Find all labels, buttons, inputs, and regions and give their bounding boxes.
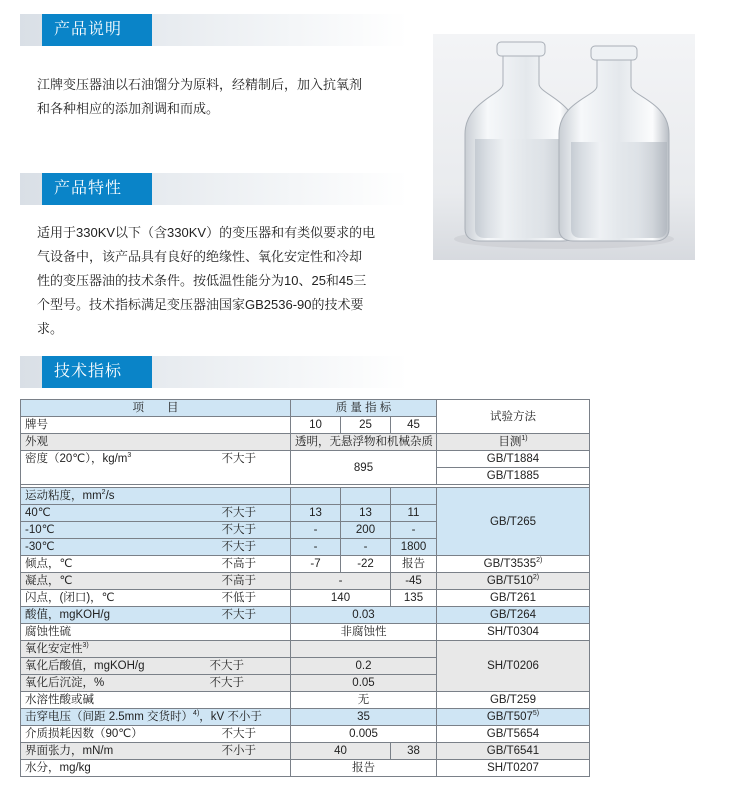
text-line: 气设备中，该产品具有良好的绝缘性、氧化安定性和冷却 — [37, 249, 363, 264]
row-label: 介质损耗因数（90℃） 不大于 — [21, 726, 291, 743]
row-label: 氧化后酸值，mgKOH/g 不大于 — [21, 658, 291, 675]
table-row: 水分，mg/kg 报告 SH/T0207 — [21, 760, 590, 777]
row-method: GB/T3535$^{2)}$ — [437, 556, 590, 573]
row-method: GB/T265 — [437, 488, 590, 556]
row-label: 外观 — [21, 434, 291, 451]
section-title: 产品特性 — [42, 173, 152, 205]
row-label: 倾点，℃ 不高于 — [21, 556, 291, 573]
row-label: -30℃ 不大于 — [21, 539, 291, 556]
product-bottles-image — [433, 34, 695, 260]
row-label: 闪点，(闭口)，℃ 不低于 — [21, 590, 291, 607]
table-row — [21, 451, 590, 468]
row-label: 水溶性酸或碱 — [21, 692, 291, 709]
table-row: 倾点，℃ 不高于 -7 -22 报告 GB/T3535$^{2)}$ — [21, 556, 590, 573]
row-label: 凝点，℃ 不高于 — [21, 573, 291, 590]
table-row: -10℃ 不大于 - 200 - — [21, 522, 590, 539]
table-row — [21, 400, 590, 417]
text-line: 性的变压器油的技术条件。按低温性能分为10、25和45三 — [37, 273, 367, 288]
section-header-desc — [20, 14, 408, 46]
table-row — [21, 488, 590, 505]
section-title: 技术指标 — [42, 356, 152, 388]
text-line: 求。 — [37, 321, 64, 336]
table-row: 击穿电压（间距 2.5mm 交货时）$^{4)}$，kV 不小于 35 GB/T507$^{5)}$ — [21, 709, 590, 726]
table-row: 凝点，℃ 不高于 - -45 GB/T510$^{2)}$ — [21, 573, 590, 590]
bottles-illustration — [433, 34, 695, 260]
features-text — [37, 221, 375, 341]
section-header-tech — [20, 356, 408, 388]
row-method: GB/T261 — [437, 590, 590, 607]
table-row: 氧化后沉淀，% 不大于 0.05 — [21, 675, 590, 692]
row-method: GB/T5654 — [437, 726, 590, 743]
row-method: GB/T507$^{5)}$ — [437, 709, 590, 726]
row-method: GB/T1885 — [437, 468, 590, 485]
table-row: 闪点，(闭口)，℃ 不低于 140 135 GB/T261 — [21, 590, 590, 607]
header-method: 试验方法 — [437, 400, 590, 434]
table-row: 酸值，mgKOH/g 不大于 0.03 GB/T264 — [21, 607, 590, 624]
text-line: 个型号。技术指标满足变压器油国家GB2536-90的技术要 — [37, 297, 364, 312]
grade-10: 10 — [291, 417, 341, 434]
row-value: 透明，无悬浮物和机械杂质 — [291, 434, 437, 451]
table-row: 氧化后酸值，mgKOH/g 不大于 0.2 — [21, 658, 590, 675]
row-label: 击穿电压（间距 2.5mm 交货时）$^{4)}$，kV 不小于 — [21, 709, 291, 726]
row-label: 氧化安定性$^{3)}$ — [21, 641, 291, 658]
table-row — [21, 641, 590, 658]
spec-table — [20, 399, 590, 777]
table-row: 界面张力，mN/m 不小于 40 38 GB/T6541 — [21, 743, 590, 760]
table-row: 水溶性酸或碱 无 GB/T259 — [21, 692, 590, 709]
section-header-features — [20, 173, 408, 205]
row-method: GB/T264 — [437, 607, 590, 624]
text-line: 江牌变压器油以石油馏分为原料，经精制后，加入抗氧剂 — [37, 77, 363, 92]
grade-25: 25 — [341, 417, 391, 434]
row-label: 水分，mg/kg — [21, 760, 291, 777]
text-line: 适用于330KV以下（含330KV）的变压器和有类似要求的电 — [37, 225, 376, 240]
row-label: 运动粘度，$mm^2/s$ — [21, 488, 291, 505]
section-title: 产品说明 — [42, 14, 152, 46]
row-method: GB/T259 — [437, 692, 590, 709]
brand-label: 牌号 — [21, 417, 291, 434]
row-method: SH/T0304 — [437, 624, 590, 641]
row-label: 密度（20℃），$kg/m^3$ 不大于 — [21, 451, 291, 485]
table-row: -30℃ 不大于 - - 1800 — [21, 539, 590, 556]
row-method: 目测$^{1)}$ — [437, 434, 590, 451]
table-row — [21, 434, 590, 451]
grade-45: 45 — [391, 417, 437, 434]
row-method: GB/T510$^{2)}$ — [437, 573, 590, 590]
text-line: 和各种相应的添加剂调和而成。 — [37, 101, 220, 116]
table-row: 40℃ 不大于 13 13 11 — [21, 505, 590, 522]
description-text — [37, 73, 362, 121]
header-quality: 质 量 指 标 — [291, 400, 437, 417]
row-label: 酸值，mgKOH/g 不大于 — [21, 607, 291, 624]
row-label: 界面张力，mN/m 不小于 — [21, 743, 291, 760]
row-method: SH/T0207 — [437, 760, 590, 777]
table-row: 腐蚀性硫 非腐蚀性 SH/T0304 — [21, 624, 590, 641]
row-label: 腐蚀性硫 — [21, 624, 291, 641]
row-method: SH/T0206 — [437, 641, 590, 692]
row-value: 895 — [291, 451, 437, 485]
table-row: 介质损耗因数（90℃） 不大于 0.005 GB/T5654 — [21, 726, 590, 743]
row-label: -10℃ 不大于 — [21, 522, 291, 539]
row-method: GB/T6541 — [437, 743, 590, 760]
header-item: 项 目 — [21, 400, 291, 417]
row-label: 氧化后沉淀，% 不大于 — [21, 675, 291, 692]
row-method: GB/T1884 — [437, 451, 590, 468]
row-label: 40℃ 不大于 — [21, 505, 291, 522]
